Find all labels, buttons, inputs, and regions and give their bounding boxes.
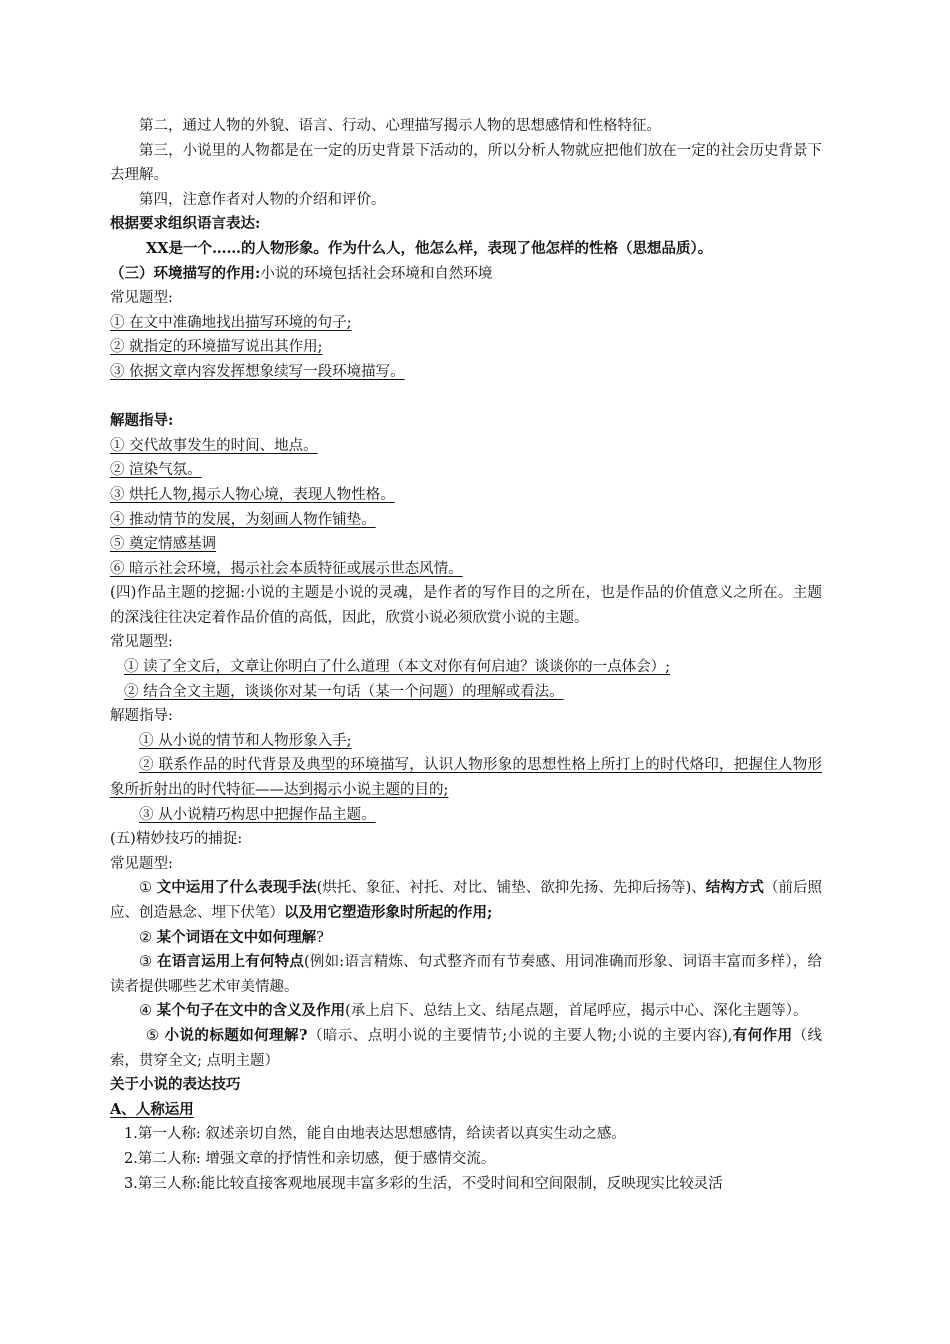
item-bold: 结构方式	[705, 879, 764, 897]
list-item: ⑥ 暗示社会环境，揭示社会本质特征或展示世态风情。	[110, 560, 463, 577]
item-text: （线索，贯穿全文; 点明主题）	[110, 1027, 823, 1069]
list-item: ② 联系作品的时代背景及典型的环境描写，认识人物形象的思想性格上所打上的时代烙印，把握住人物形象所折射出的时代特征——达到揭示小说主题的目的;	[110, 757, 822, 799]
item-text: （暗示、点明小说的主要情节;小说的主要人物;小说的主要内容),	[307, 1027, 733, 1044]
item-bold: 有何作用	[732, 1026, 793, 1044]
heading-text: 小说的环境包括社会环境和自然环境	[260, 265, 493, 282]
subheading: (五)精妙技巧的捕捉:	[110, 831, 243, 848]
section-heading	[110, 262, 822, 287]
item-bold: 某个词语在文中如何理解	[156, 928, 317, 946]
list-item: ① 读了全文后，文章让你明白了什么道理（本文对你有何启迪？谈谈你的一点体会）;	[124, 659, 670, 676]
item-text: (例如:语言精炼、句式整齐而有节奏感、用词准确而形象、词语丰富而多样），给读者提供哪些艺术审美情趣。	[110, 954, 823, 995]
list-item: ② 渲染气氛。	[110, 462, 202, 479]
item-text: (烘托、象征、衬托、对比、铺垫、欲抑先扬、先抑后扬等)、	[316, 880, 706, 897]
item-text: (承上启下、总结上文、结尾点题，首尾呼应，揭示中心、深化主题等）。	[345, 1003, 808, 1020]
list-item: ① 从小说的情节和人物形象入手;	[139, 732, 352, 749]
document-page	[110, 114, 822, 1196]
answer-template: XX是一个……的人物形象。作为什么人，他怎么样，表现了他怎样的性格（思想品质）。	[146, 239, 713, 257]
question-item	[110, 950, 822, 999]
paragraph-line: 第二，通过人物的外貌、语言、行动、心理描写揭示人物的思想感情和性格特征。	[139, 118, 661, 134]
item-bold: 在语言运用上有何特点	[157, 953, 305, 971]
list-item: ⑤ 奠定情感基调	[110, 536, 217, 553]
list-item: ④ 推动情节的发展，为刻画人物作铺垫。	[110, 511, 376, 528]
item-text: （前后照应、创造悬念、埋下伏笔）	[110, 880, 823, 921]
list-item: 3.第三人称:能比较直接客观地展现丰富多彩的生活，不受时间和空间限制，反映现实比较灵活	[124, 1175, 723, 1192]
subsection-heading: A、人称运用	[110, 1100, 194, 1118]
item-number: ④	[139, 1003, 157, 1020]
item-bold: 文中运用了什么表现手法	[156, 879, 317, 897]
list-item: ③ 从小说精巧构思中把握作品主题。	[139, 806, 376, 823]
subheading: 解题指导:	[110, 412, 174, 430]
item-number: ③	[139, 954, 158, 971]
list-item: 2.第二人称: 增强文章的抒情性和亲切感，便于感情交流。	[124, 1150, 496, 1167]
item-number: ①	[139, 880, 157, 897]
subheading: 常见题型:	[110, 634, 173, 651]
question-item	[110, 876, 822, 925]
subheading: 解题指导:	[110, 708, 173, 725]
spacer	[110, 385, 822, 410]
item-number: ②	[139, 929, 157, 946]
paragraph-line: 第三，小说里的人物都是在一定的历史背景下活动的，所以分析人物就应把他们放在一定的社会历史背景下去理解。	[110, 142, 822, 184]
list-item: ① 交代故事发生的时间、地点。	[110, 437, 318, 454]
question-item	[110, 926, 822, 951]
list-item: ③ 烘托人物,揭示人物心境，表现人物性格。	[110, 486, 395, 503]
subheading: 常见题型:	[110, 290, 173, 307]
paragraph: (四)作品主题的挖掘:小说的主题是小说的灵魂，是作者的写作目的之所在，也是作品的价值意义之所在。主题的深浅往往决定着作品价值的高低，因此，欣赏小说必须欣赏小说的主题。	[110, 585, 822, 626]
item-text: ?	[316, 929, 324, 946]
item-bold: 以及用它塑造形象时所起的作用;	[284, 904, 493, 921]
list-item: 1.第一人称: 叙述亲切自然，能自由地表达思想感情，给读者以真实生动之感。	[124, 1126, 626, 1143]
subheading: 常见题型:	[110, 855, 173, 872]
item-bold: 小说的标题如何理解?	[164, 1026, 308, 1044]
list-item: ① 在文中准确地找出描写环境的句子;	[110, 314, 352, 331]
question-item	[110, 999, 822, 1024]
list-item: ② 结合全文主题，谈谈你对某一句话（某一个问题）的理解或看法。	[124, 683, 564, 700]
section-heading: 关于小说的表达技巧	[110, 1076, 241, 1094]
question-item	[110, 1024, 822, 1073]
item-bold: 某个句子在文中的含义及作用	[156, 1002, 346, 1020]
paragraph-line: 第四，注意作者对人物的介绍和评价。	[139, 191, 386, 208]
item-number: ⑤	[146, 1027, 165, 1044]
list-item: ② 就指定的环境描写说出其作用;	[110, 339, 323, 356]
section-heading: 根据要求组织语言表达:	[110, 215, 261, 233]
heading-bold: （三）环境描写的作用:	[110, 264, 261, 282]
list-item: ③ 依据文章内容发挥想象续写一段环境描写。	[110, 363, 405, 380]
